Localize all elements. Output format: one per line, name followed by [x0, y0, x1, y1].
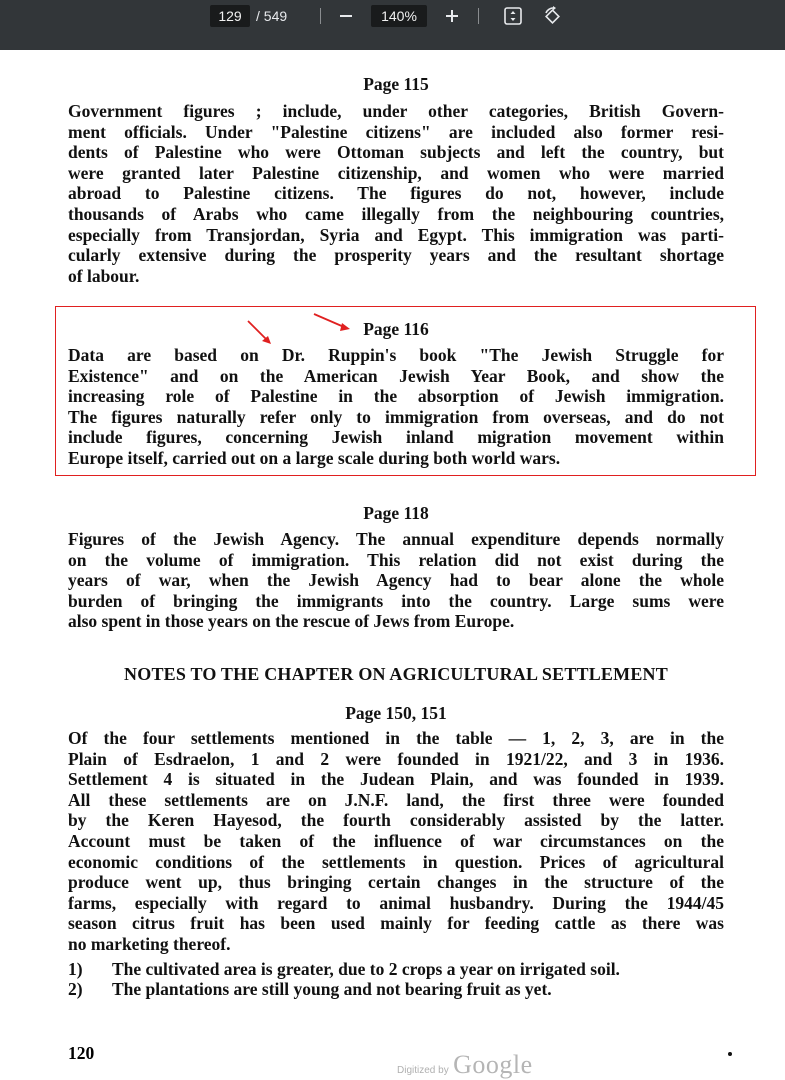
text-line: Europe itself, carried out on a large scale during both world wars. [68, 447, 561, 468]
list-item [68, 979, 724, 1000]
watermark-small-text: Digitized by [397, 1065, 449, 1076]
text-line: farms, especially with regard to animal husbandry. During the 1944/45 [68, 892, 724, 913]
fit-page-button[interactable] [501, 4, 525, 28]
list-number: 2) [68, 979, 83, 1000]
text-line: Existence" and on the American Jewish Year Book, and show the [68, 365, 724, 386]
section-heading: Page 118 [363, 503, 429, 523]
section-heading: Page 115 [363, 74, 429, 94]
chapter-heading: NOTES TO THE CHAPTER ON AGRICULTURAL SETTLEMENT [124, 664, 668, 684]
text-line: no marketing thereof. [68, 933, 231, 954]
note-page-118 [68, 503, 724, 632]
text-line: Account must be taken of the influence of war circumstances on the [68, 830, 724, 851]
text-line: years of war, when the Jewish Agency had to bear alone the whole [68, 570, 724, 591]
text-line: Data are based on Dr. Ruppin's book "The Jewish Struggle for [68, 345, 724, 365]
page-number: 120 [68, 1043, 95, 1063]
rotate-button[interactable] [541, 4, 565, 28]
text-line: Settlement 4 is situated in the Judean Plain, and was founded in 1939. [68, 769, 724, 790]
text-line: cularly extensive during the prosperity years and the resultant shortage [68, 245, 724, 266]
page-number-input[interactable]: 129 [210, 5, 250, 27]
section-body [68, 345, 724, 469]
zoom-out-button[interactable] [334, 4, 358, 28]
section-heading: Page 150, 151 [345, 703, 447, 723]
text-line: Plain of Esdraelon, 1 and 2 were founded in 1921/22, and 3 in 1936. [68, 748, 724, 769]
text-line: season citrus fruit has been used mainly for feeding cattle as there was [68, 913, 724, 934]
plus-icon [444, 8, 460, 24]
text-line: thousands of Arabs who came illegally from the neighbouring countries, [68, 203, 724, 224]
minus-icon [338, 8, 354, 24]
text-line: produce went up, thus bringing certain changes in the structure of the [68, 872, 724, 893]
text-line: All these settlements are on J.N.F. land, the first three were founded [68, 789, 724, 810]
text-line: Of the four settlements mentioned in the table — 1, 2, 3, are in the [68, 728, 724, 748]
text-line: on the volume of immigration. This relation did not exist during the [68, 549, 724, 570]
numbered-list [68, 959, 724, 1000]
section-heading: Page 116 [363, 319, 429, 339]
text-line: increasing role of Palestine in the absorption of Jewish immigration. [68, 386, 724, 407]
text-line: Figures of the Jewish Agency. The annual expenditure depends normally [68, 529, 724, 549]
text-line: of labour. [68, 265, 140, 286]
list-text: The cultivated area is greater, due to 2 crops a year on irrigated soil. [112, 958, 620, 979]
text-line: by the Keren Hayesod, the fourth considerably assisted by the latter. [68, 810, 724, 831]
section-body [68, 529, 724, 632]
toolbar-divider [478, 8, 479, 24]
text-line: abroad to Palestine citizens. The figures do not, however, include [68, 183, 724, 204]
fit-page-icon [503, 6, 523, 26]
text-line: especially from Transjordan, Syria and Egypt. This immigration was parti- [68, 224, 724, 245]
rotate-icon [542, 5, 564, 27]
text-line: Government figures ; include, under other categories, British Govern- [68, 101, 724, 121]
note-page-150-151 [68, 703, 724, 1000]
note-page-116 [68, 319, 724, 469]
section-body [68, 728, 724, 955]
text-line: also spent in those years on the rescue of Jews from Europe. [68, 611, 515, 632]
pdf-toolbar [0, 0, 785, 50]
text-line: ment officials. Under "Palestine citizens" are included also former resi- [68, 121, 724, 142]
page-total: / 549 [256, 8, 288, 24]
text-line: burden of bringing the immigrants into the country. Large sums were [68, 590, 724, 611]
page-dot [728, 1052, 732, 1056]
list-text: The plantations are still young and not bearing fruit as yet. [112, 979, 552, 1000]
zoom-level-input[interactable]: 140% [371, 5, 427, 27]
list-number: 1) [68, 958, 83, 979]
digitized-by-google-watermark [397, 1050, 533, 1080]
zoom-in-button[interactable] [440, 4, 464, 28]
text-line: economic conditions of the settlements in question. Prices of agricultural [68, 851, 724, 872]
text-line: include figures, concerning Jewish inland migration movement within [68, 427, 724, 448]
section-body [68, 101, 724, 286]
list-item [68, 959, 724, 980]
text-line: The figures naturally refer only to immigration from overseas, and do not [68, 406, 724, 427]
toolbar-divider [320, 8, 321, 24]
text-line: were granted later Palestine citizenship, and women who were married [68, 162, 724, 183]
note-page-115 [68, 74, 724, 286]
text-line: dents of Palestine who were Ottoman subjects and left the country, but [68, 142, 724, 163]
watermark-brand: Google [453, 1050, 533, 1079]
